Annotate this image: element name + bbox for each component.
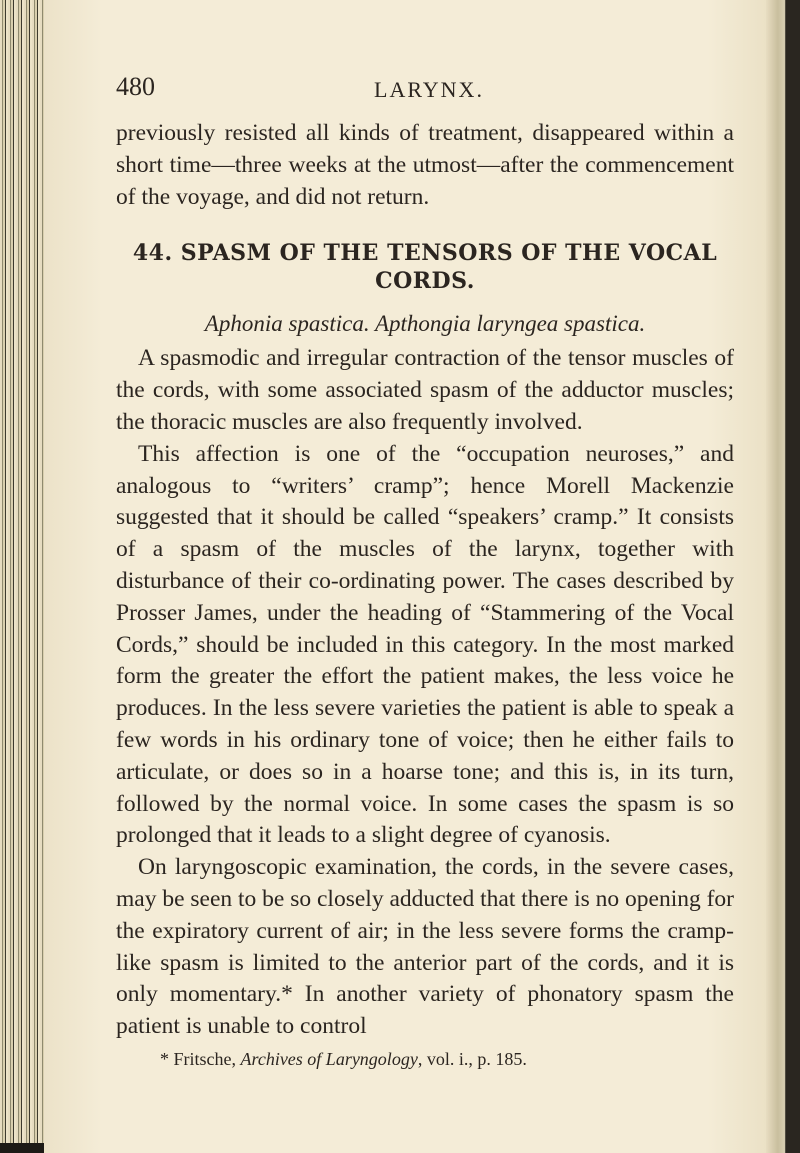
running-title: LARYNX. <box>374 77 484 102</box>
footnote-suffix: , vol. i., p. 185. <box>417 1048 527 1069</box>
paragraph-definition: A spasmodic and irregular contraction of the tensor muscles of the cords, with some associated spasm of the adductor muscles; the thoracic muscles are also frequently involved. <box>116 345 734 435</box>
running-head <box>44 72 766 112</box>
paragraph-continued: previously resisted all kinds of treatment, disappeared within a short time—three weeks at the utmost—after the commencement of the voyage, and did not return. <box>116 120 734 210</box>
book-page <box>44 0 766 1153</box>
paragraph-description: This affection is one of the “occupation neuroses,” and analogous to “writers’ cramp”; hence Morell Mackenzie suggested that it should be called “speakers’ cramp.” It consists of a spasm of the muscles of the larynx, together with disturbance of their co-ordinating power. The cases described by Prosser James, under the heading of “Stammering of the Vocal Cords,” should be included in this category. In the most marked form the greater the effort the patient makes, the less voice he produces. In the less severe varieties the patient is able to speak a few words in his ordinary tone of voice; then he either fails to articulate, or does so in a hoarse tone; and this is, in its turn, followed by the normal voice. In some cases the spasm is so prolonged that it leads to a slight degree of cyanosis. <box>116 440 734 849</box>
footnote-prefix: * Fritsche, <box>160 1048 241 1069</box>
footnote <box>116 1047 734 1071</box>
section-synonyms: Aphonia spastica. Apthongia laryngea spastica. <box>204 311 646 337</box>
book-edge-right <box>766 0 800 1153</box>
page-body <box>116 118 734 1071</box>
book-binding-left <box>0 0 44 1153</box>
paragraph-laryngoscopic: On laryngoscopic examination, the cords, in the severe cases, may be seen to be so closely adducted that there is no opening for the expiratory current of air; in the less severe forms the cramp-like spasm is limited to the anterior part of the cords, and it is only momentary.* In another variety of phonatory spasm the patient is unable to control <box>116 854 734 1040</box>
section-heading: 44. SPASM OF THE TENSORS OF THE VOCAL CORDS. <box>132 240 718 295</box>
page-number: 480 <box>116 72 155 101</box>
footnote-title: Archives of Laryngology <box>240 1048 418 1069</box>
